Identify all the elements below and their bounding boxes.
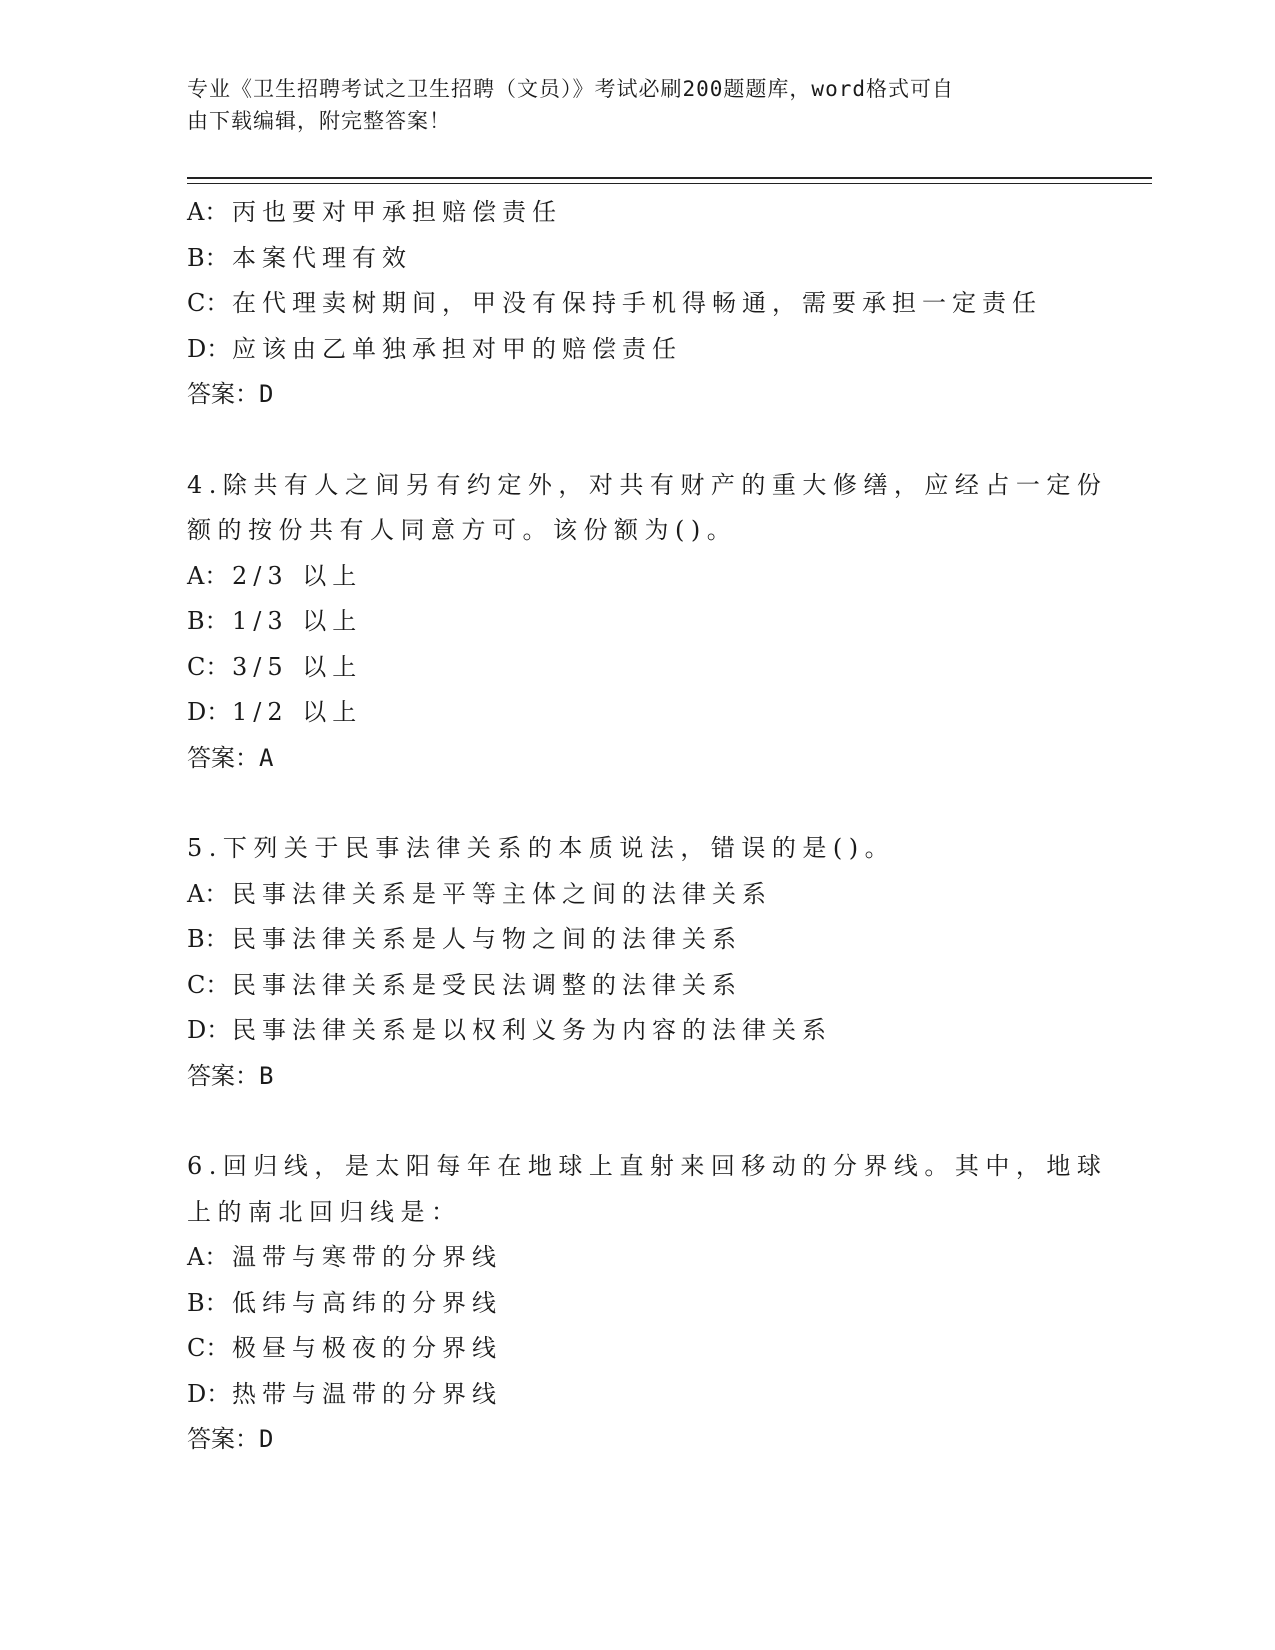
answer-option	[187, 1281, 1087, 1327]
question-gap	[187, 1099, 1087, 1144]
header-rule-thick	[187, 177, 1152, 179]
option-text: 1/2 以上	[232, 698, 363, 726]
option-text: 低纬与高纬的分界线	[232, 1288, 502, 1317]
option-text: 1/3 以上	[232, 607, 363, 635]
answer-line	[187, 736, 1087, 782]
option-text: 民事法律关系是以权利义务为内容的法律关系	[232, 1016, 832, 1044]
question-stem-line: 5.下列关于民事法律关系的本质说法，错误的是()。	[187, 834, 896, 862]
option-text: 温带与寒带的分界线	[232, 1243, 502, 1271]
answer-label: 答案：	[187, 1061, 259, 1090]
answer-line	[187, 1054, 1087, 1100]
question-stem	[187, 1144, 1108, 1235]
question-block	[187, 190, 1087, 418]
question-stem	[187, 826, 1087, 872]
option-key: A：	[187, 1243, 229, 1271]
header-line-2: 由下载编辑，附完整答案！	[187, 109, 451, 133]
answer-value: D	[259, 1425, 274, 1453]
question-gap	[187, 781, 1087, 826]
answer-option	[187, 1326, 1087, 1372]
answer-option	[187, 236, 1087, 282]
question-block	[187, 1144, 1108, 1463]
option-key: B：	[187, 607, 229, 635]
question-block	[187, 463, 1108, 782]
option-text: 在代理卖树期间，甲没有保持手机得畅通，需要承担一定责任	[232, 289, 1042, 317]
option-key: C：	[187, 970, 230, 999]
answer-label: 答案：	[187, 743, 259, 772]
question-stem-line: 额的按份共有人同意方可。该份额为()。	[187, 516, 738, 544]
option-key: D：	[187, 1379, 231, 1408]
answer-option	[187, 554, 1087, 600]
option-key: C：	[187, 1334, 230, 1362]
header-line-1: 专业《卫生招聘考试之卫生招聘（文员）》考试必刷200题题库，word格式可自	[187, 77, 954, 101]
answer-line	[187, 372, 1087, 418]
answer-option	[187, 963, 1087, 1009]
option-key: B：	[187, 925, 229, 953]
option-text: 民事法律关系是受民法调整的法律关系	[232, 970, 742, 999]
header-rule-thin	[187, 183, 1152, 184]
answer-value: D	[259, 380, 274, 408]
answer-option	[187, 327, 1087, 373]
document-header	[187, 73, 1067, 137]
option-key: A：	[187, 561, 229, 590]
answer-label: 答案：	[187, 380, 259, 408]
answer-option	[187, 645, 1087, 691]
answer-option	[187, 1235, 1087, 1281]
option-key: D：	[187, 334, 231, 363]
option-key: C：	[187, 652, 230, 681]
question-gap	[187, 418, 1087, 463]
option-text: 民事法律关系是平等主体之间的法律关系	[232, 879, 772, 908]
option-key: B：	[187, 243, 229, 272]
answer-option	[187, 690, 1087, 736]
question-block	[187, 826, 1087, 1099]
question-stem-line: 6.回归线，是太阳每年在地球上直射来回移动的分界线。其中，地球	[187, 1152, 1108, 1180]
option-text: 应该由乙单独承担对甲的赔偿责任	[232, 334, 682, 363]
option-key: A：	[187, 198, 229, 226]
question-stem-line: 上的南北回归线是：	[187, 1197, 462, 1226]
question-stem-line: 4.除共有人之间另有约定外，对共有财产的重大修缮，应经占一定份	[187, 470, 1108, 499]
answer-option	[187, 917, 1087, 963]
option-text: 2/3 以上	[232, 561, 363, 590]
answer-option	[187, 599, 1087, 645]
option-text: 热带与温带的分界线	[232, 1379, 502, 1408]
question-stem	[187, 463, 1108, 554]
answer-option	[187, 190, 1087, 236]
option-key: D：	[187, 1016, 231, 1044]
question-list	[187, 190, 1108, 1463]
option-text: 极昼与极夜的分界线	[232, 1334, 502, 1362]
option-text: 民事法律关系是人与物之间的法律关系	[232, 925, 742, 953]
answer-value: B	[259, 1061, 274, 1090]
answer-option	[187, 1372, 1087, 1418]
answer-option	[187, 872, 1087, 918]
option-key: D：	[187, 698, 231, 726]
answer-option	[187, 1008, 1087, 1054]
option-text: 丙也要对甲承担赔偿责任	[232, 198, 562, 226]
option-text: 3/5 以上	[232, 652, 363, 681]
answer-line	[187, 1417, 1087, 1463]
option-key: C：	[187, 289, 230, 317]
option-key: A：	[187, 879, 229, 908]
answer-option	[187, 281, 1087, 327]
option-text: 本案代理有效	[232, 243, 412, 272]
option-key: B：	[187, 1288, 229, 1317]
answer-label: 答案：	[187, 1425, 259, 1453]
answer-value: A	[259, 743, 274, 772]
